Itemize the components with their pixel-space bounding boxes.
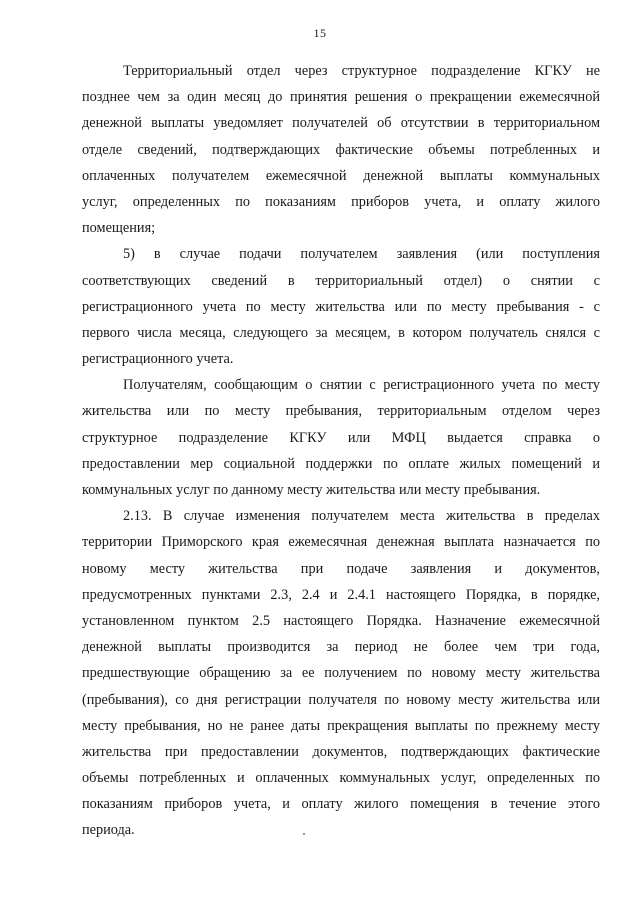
text-line: первого числа месяца, следующего за месяцем, в котором получатель снялся с	[82, 324, 600, 341]
paragraph-1	[82, 58, 600, 241]
text-line: денежной выплаты производится за период не более чем три года,	[82, 639, 600, 656]
text-line: месту пребывания, но не ранее даты прекращения выплаты по прежнему месту	[82, 717, 600, 734]
text-line: коммунальных услуг по данному месту жительства или месту пребывания.	[82, 482, 541, 498]
text-line: жительства при предоставлении документов, подтверждающих фактические	[82, 743, 600, 760]
paragraph-3	[82, 372, 600, 503]
text-line: оплаченных получателем ежемесячной денежной выплаты коммунальных	[82, 167, 600, 184]
text-line: предоставлении мер социальной поддержки по оплате жилых помещений и	[82, 455, 600, 472]
body-text	[82, 58, 600, 844]
text-line: территории Приморского края ежемесячная денежная выплата назначается по	[82, 534, 600, 551]
paragraph-4	[82, 503, 600, 843]
text-line: регистрационного учета по месту жительства или по месту пребывания - с	[82, 298, 600, 315]
text-line: (пребывания), со дня регистрации получателя по новому месту жительства или	[82, 691, 600, 708]
text-line: жительства или по месту пребывания, территориальным отделом через	[82, 403, 600, 420]
text-line: отделе сведений, подтверждающих фактические объемы потребленных и	[82, 141, 600, 158]
text-line: Получателям, сообщающим о снятии с регистрационного учета по месту	[123, 377, 600, 394]
text-line: 5) в случае подачи получателем заявления (или поступления	[123, 246, 600, 263]
text-line: услуг, определенных по показаниям приборов учета, и оплату жилого	[82, 193, 600, 210]
text-line: периода.	[82, 822, 135, 839]
text-line: объемы потребленных и оплаченных коммунальных услуг, определенных по	[82, 770, 600, 787]
paragraph-2	[82, 241, 600, 372]
text-line: Территориальный отдел через структурное подразделение КГКУ не	[123, 63, 600, 79]
page-number: 15	[313, 26, 327, 40]
text-line: структурное подразделение КГКУ или МФЦ выдается справка о	[82, 429, 600, 446]
text-line: установленном пунктом 2.5 настоящего Порядка. Назначение ежемесячной	[82, 612, 600, 629]
text-line: предшествующие обращению за ее получением по новому месту жительства	[82, 665, 600, 682]
scan-artifact	[303, 833, 305, 835]
text-line: показаниям приборов учета, и оплату жилого помещения в течение этого	[82, 796, 600, 813]
text-line: предусмотренных пунктами 2.3, 2.4 и 2.4.1 настоящего Порядка, в порядке,	[82, 586, 600, 603]
text-line: денежной выплаты уведомляет получателей об отсутствии в территориальном	[82, 115, 600, 132]
text-line: регистрационного учета.	[82, 351, 234, 368]
text-line: 2.13. В случае изменения получателем места жительства в пределах	[123, 508, 600, 525]
text-line: соответствующих сведений в территориальный отдел) о снятии с	[82, 272, 600, 289]
text-line: позднее чем за один месяц до принятия решения о прекращении ежемесячной	[82, 89, 600, 106]
text-line: помещения;	[82, 220, 156, 237]
text-line: новому месту жительства при подаче заявления и документов,	[82, 560, 600, 577]
